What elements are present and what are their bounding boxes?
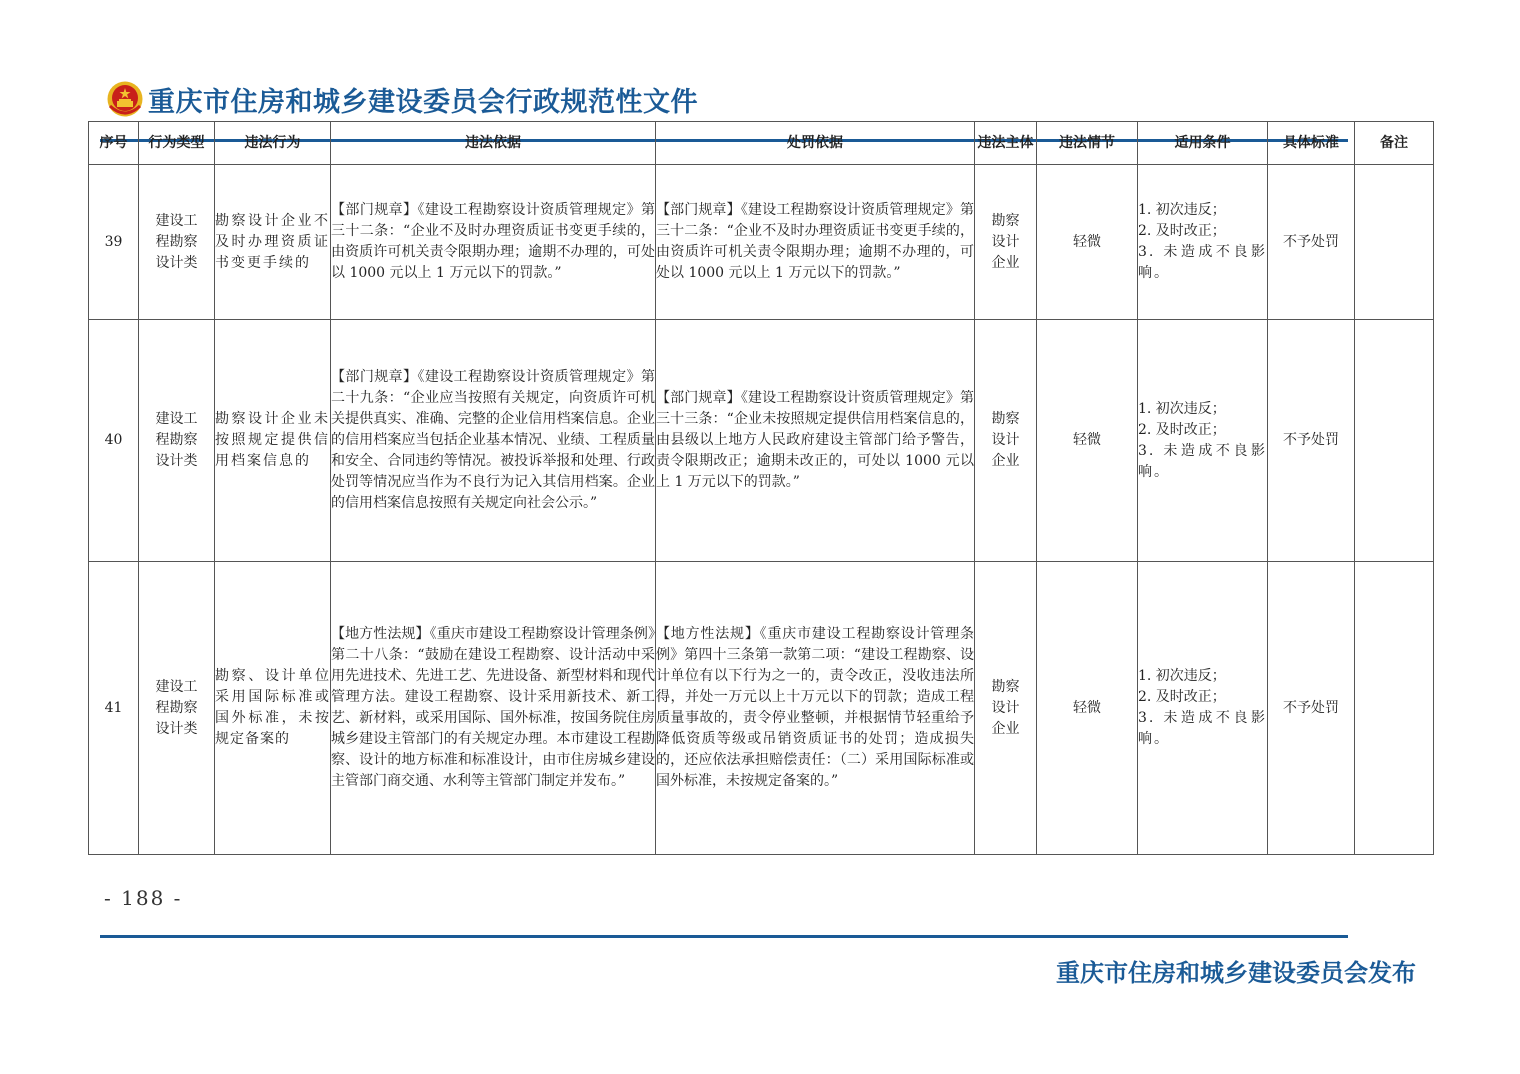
table-row [89, 320, 1434, 562]
national-emblem-icon [106, 80, 144, 118]
cell-penalty: 【地方性法规】《重庆市建设工程勘察设计管理条例》第四十三条第一款第二项：“建设工程勘察、设计单位有以下行为之一的，责令改正，没收违法所得，并处一万元以上十万元以下的罚款；造成工程质量事故的，责令停业整顿，并根据情节轻重给予降低资质等级或吊销资质证书的处罚；造成损失的，还应依法承担赔偿责任：（二）采用国际标准或国外标准，未按规定备案的。” [656, 562, 975, 855]
col-header-severity: 违法情节 [1037, 122, 1138, 165]
col-header-basis: 违法依据 [331, 122, 656, 165]
cell-subject: 勘察设计企业 [975, 320, 1037, 562]
condition-item: 1. 初次违反； [1138, 668, 1226, 684]
cell-conditions [1138, 562, 1268, 855]
table-row [89, 165, 1434, 320]
col-header-conditions: 适用条件 [1138, 122, 1268, 165]
page-number: - 188 - [104, 886, 183, 910]
condition-item: 2. 及时改正； [1138, 223, 1226, 239]
cell-no: 40 [89, 320, 139, 562]
col-header-type: 行为类型 [139, 122, 215, 165]
col-header-penalty: 处罚依据 [656, 122, 975, 165]
cell-remark [1355, 562, 1434, 855]
col-header-act: 违法行为 [215, 122, 331, 165]
cell-penalty: 【部门规章】《建设工程勘察设计资质管理规定》第三十二条：“企业不及时办理资质证书变更手续的，由资质许可机关责令限期办理；逾期不办理的，可处以 1000 元以上 1 万元以下的罚款。” [656, 165, 975, 320]
col-header-no: 序号 [89, 122, 139, 165]
cell-remark [1355, 320, 1434, 562]
penalty-standard-table [88, 121, 1434, 855]
cell-type: 建设工程勘察设计类 [139, 320, 215, 562]
condition-item: 2. 及时改正； [1138, 421, 1226, 438]
cell-conditions [1138, 165, 1268, 320]
cell-act: 勘察设计企业未按照规定提供信用档案信息的 [215, 320, 331, 562]
cell-standard: 不予处罚 [1268, 320, 1355, 562]
condition-item: 3. 未造成不良影响。 [1138, 442, 1267, 480]
footer-divider [100, 935, 1348, 938]
col-header-remark: 备注 [1355, 122, 1434, 165]
condition-item: 2. 及时改正； [1138, 689, 1226, 705]
publisher-footer: 重庆市住房和城乡建设委员会发布 [1056, 959, 1416, 987]
cell-penalty: 【部门规章】《建设工程勘察设计资质管理规定》第三十三条：“企业未按照规定提供信用档案信息的，由县级以上地方人民政府建设主管部门给予警告，责令限期改正；逾期未改正的，可处以 1000 元以上 1 万元以下的罚款。” [656, 320, 975, 562]
cell-severity: 轻微 [1037, 320, 1138, 562]
condition-item: 3. 未造成不良影响。 [1138, 244, 1267, 281]
cell-type: 建设工程勘察设计类 [139, 562, 215, 855]
cell-standard: 不予处罚 [1268, 165, 1355, 320]
cell-severity: 轻微 [1037, 562, 1138, 855]
cell-standard: 不予处罚 [1268, 562, 1355, 855]
condition-item: 1. 初次违反； [1138, 202, 1226, 218]
col-header-standard: 具体标准 [1268, 122, 1355, 165]
cell-subject: 勘察设计企业 [975, 165, 1037, 320]
cell-basis: 【部门规章】《建设工程勘察设计资质管理规定》第三十二条：“企业不及时办理资质证书变更手续的，由资质许可机关责令限期办理；逾期不办理的，可处以 1000 元以上 1 万元以下的罚款。” [331, 165, 656, 320]
condition-item: 1. 初次违反； [1138, 400, 1226, 417]
cell-act: 勘察、设计单位采用国际标准或国外标准，未按规定备案的 [215, 562, 331, 855]
col-header-subject: 违法主体 [975, 122, 1037, 165]
cell-remark [1355, 165, 1434, 320]
table-row [89, 562, 1434, 855]
cell-subject: 勘察设计企业 [975, 562, 1037, 855]
cell-basis: 【部门规章】《建设工程勘察设计资质管理规定》第二十九条：“企业应当按照有关规定，向资质许可机关提供真实、准确、完整的企业信用档案信息。企业的信用档案应当包括企业基本情况、业绩、工程质量和安全、合同违约等情况。被投诉举报和处理、行政处罚等情况应当作为不良行为记入其信用档案。企业的信用档案信息按照有关规定向社会公示。” [331, 320, 656, 562]
cell-basis: 【地方性法规】《重庆市建设工程勘察设计管理条例》第二十八条：“鼓励在建设工程勘察、设计活动中采用先进技术、先进工艺、先进设备、新型材料和现代管理方法。建设工程勘察、设计采用新技术、新工艺、新材料，或采用国际、国外标准，按国务院住房城乡建设主管部门的有关规定办理。本市建设工程勘察、设计的地方标准和标准设计，由市住房城乡建设主管部门商交通、水利等主管部门制定并发布。” [331, 562, 656, 855]
condition-item: 3. 未造成不良影响。 [1138, 710, 1267, 747]
table-header-row [89, 122, 1434, 165]
cell-severity: 轻微 [1037, 165, 1138, 320]
cell-no: 41 [89, 562, 139, 855]
cell-conditions [1138, 320, 1268, 562]
document-header-title: 重庆市住房和城乡建设委员会行政规范性文件 [148, 87, 698, 118]
cell-type: 建设工程勘察设计类 [139, 165, 215, 320]
cell-no: 39 [89, 165, 139, 320]
cell-act: 勘察设计企业不及时办理资质证书变更手续的 [215, 165, 331, 320]
